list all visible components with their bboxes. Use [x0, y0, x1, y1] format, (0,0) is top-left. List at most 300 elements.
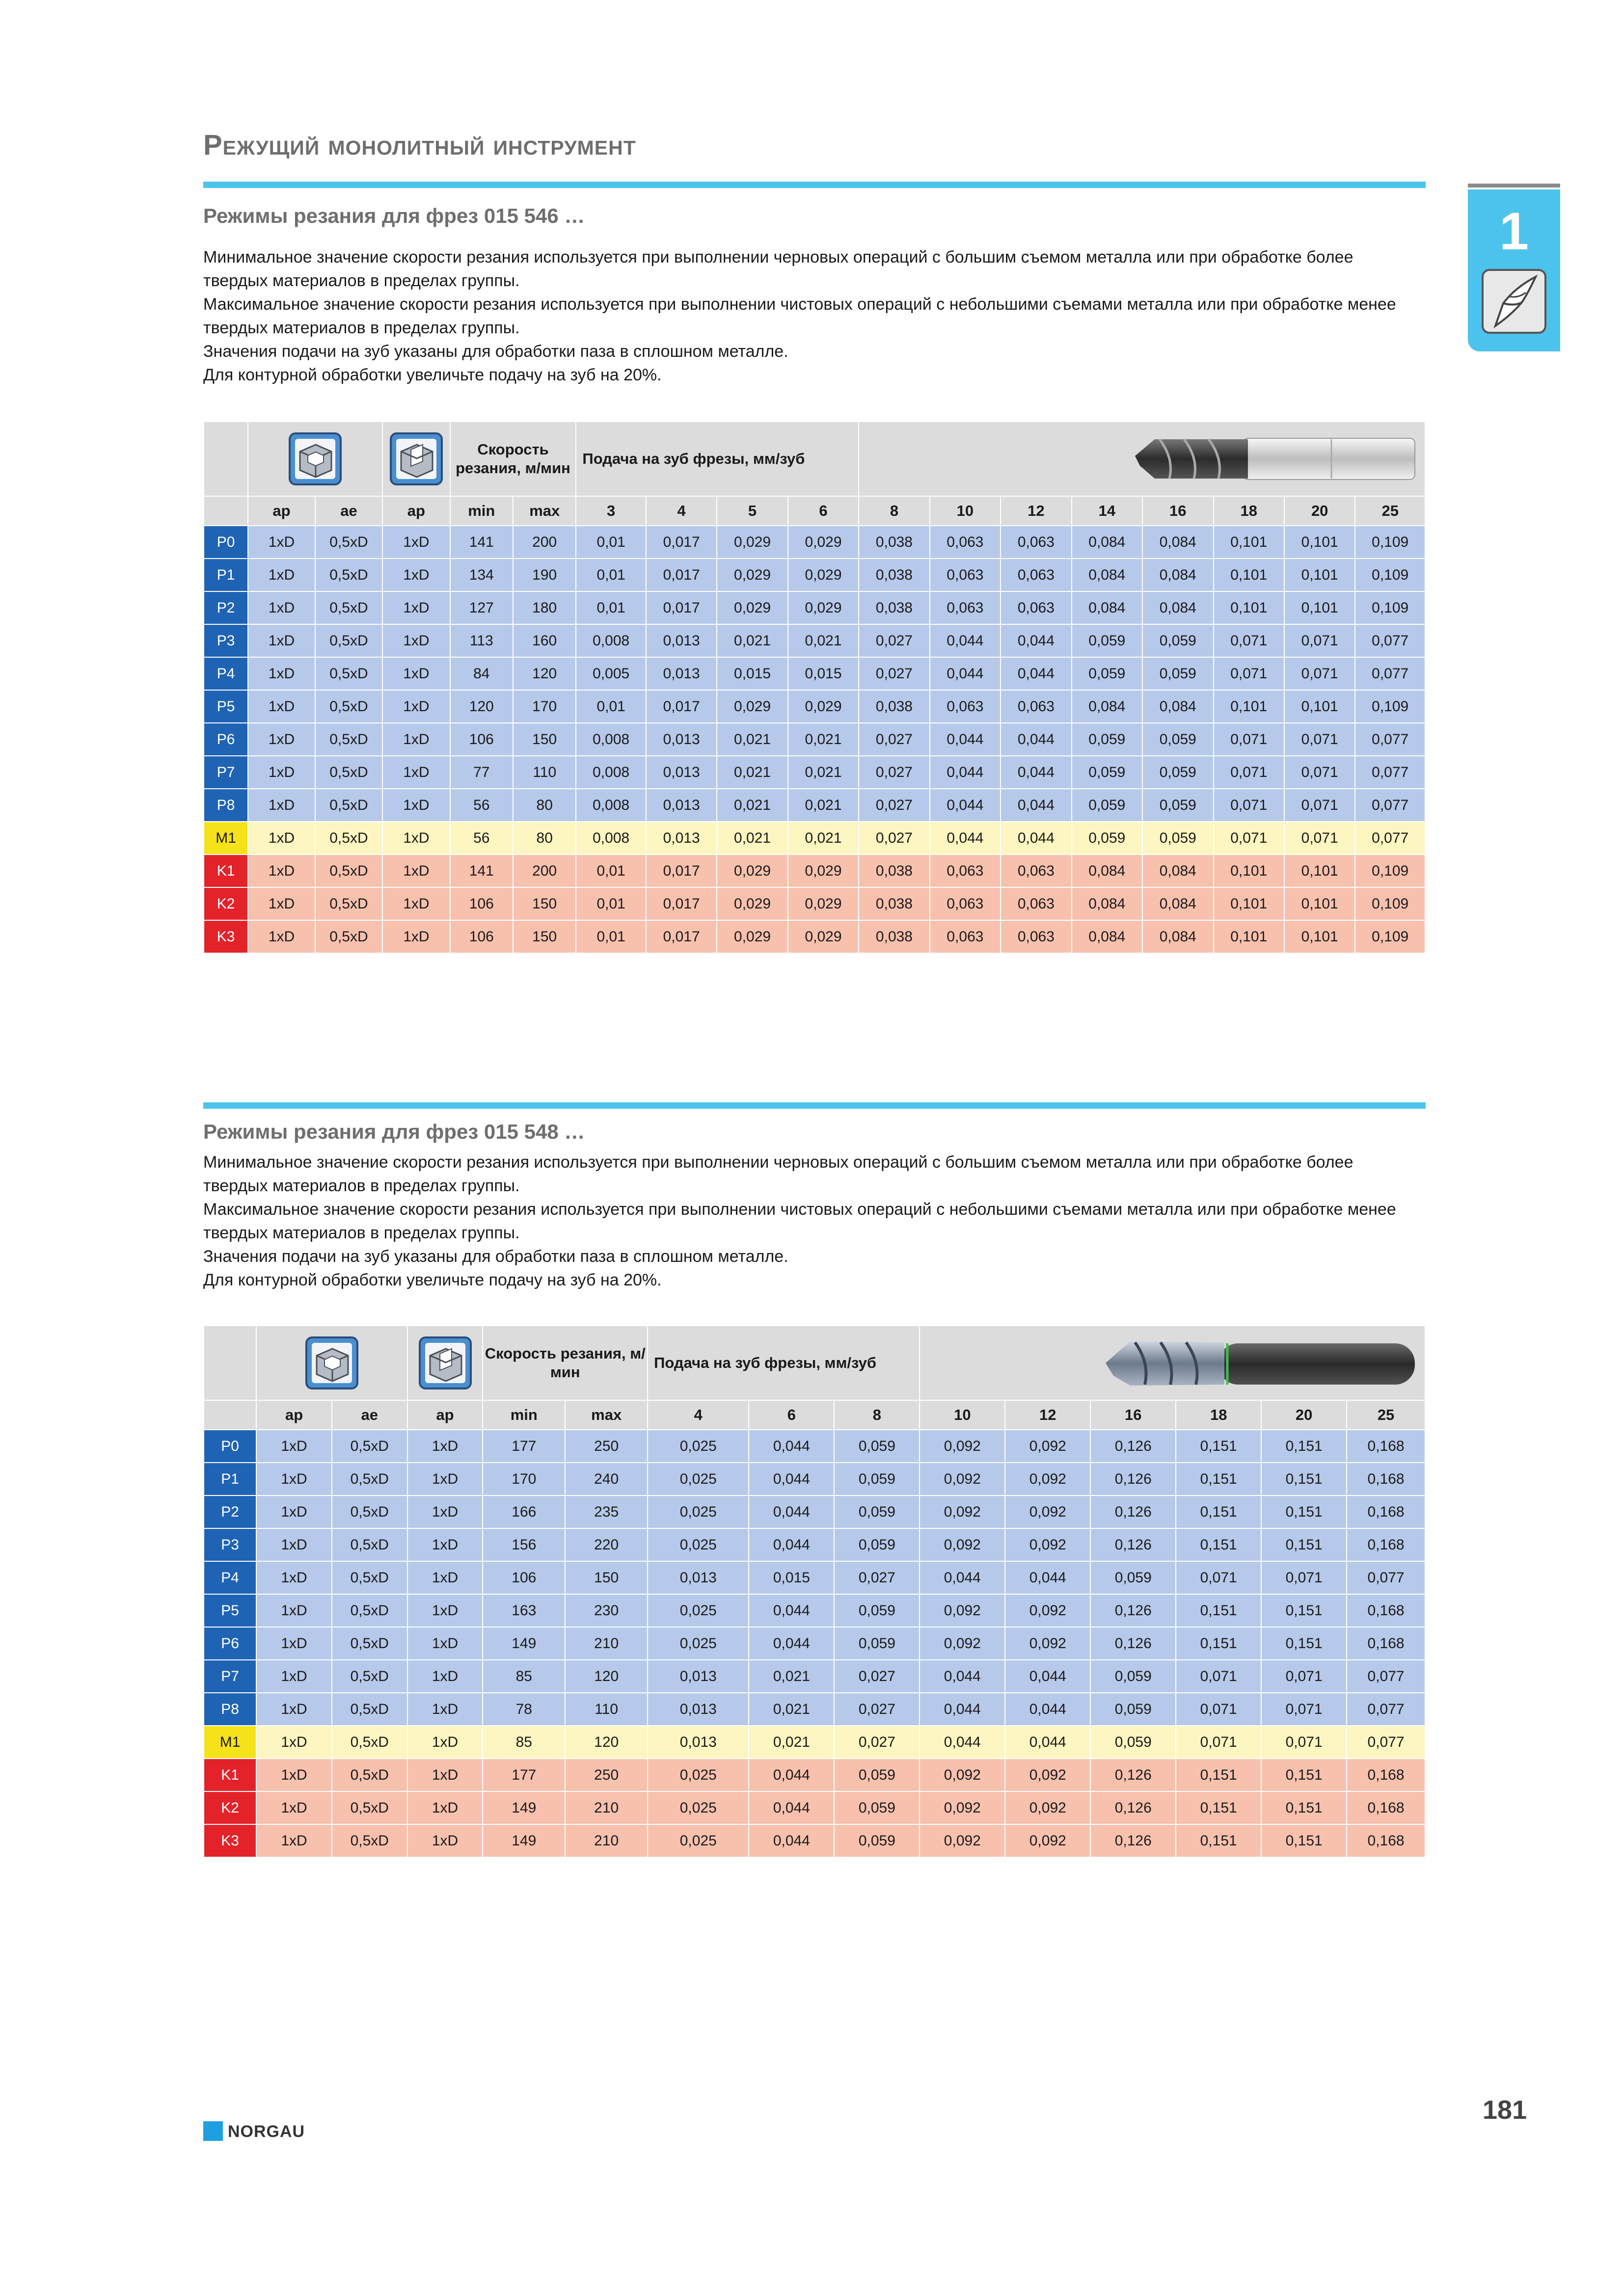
diameter-header: 12 — [1001, 496, 1071, 526]
table-cell: 1xD — [256, 1495, 332, 1528]
table-row — [204, 1463, 1425, 1495]
table-cell: 0,151 — [1176, 1759, 1261, 1791]
table-cell: 0,027 — [859, 822, 929, 854]
header-group-cell — [204, 1400, 256, 1430]
table-row — [204, 1660, 1425, 1693]
table-cell: 0,063 — [930, 887, 1001, 920]
material-group: P1 — [204, 1463, 256, 1495]
table-cell: 0,025 — [648, 1824, 749, 1857]
table-cell: 0,077 — [1355, 657, 1425, 690]
table-cell: 0,029 — [717, 526, 787, 559]
table-cell: 1xD — [407, 1791, 483, 1824]
table-cell: 0,021 — [717, 624, 787, 657]
table-cell: 149 — [483, 1627, 565, 1660]
table-cell: 0,059 — [1142, 789, 1213, 822]
table-cell: 177 — [483, 1430, 565, 1463]
material-group: K1 — [204, 854, 248, 887]
table-cell: 0,025 — [648, 1594, 749, 1627]
material-group: K3 — [204, 920, 248, 953]
slot-milling-icon — [256, 1326, 407, 1400]
table-cell: 0,013 — [648, 1693, 749, 1726]
table-cell: 0,027 — [859, 756, 929, 789]
table-cell: 85 — [483, 1660, 565, 1693]
table-cell: 0,071 — [1214, 624, 1284, 657]
table-cell: 1xD — [382, 822, 450, 854]
table-cell: 0,013 — [646, 822, 717, 854]
end-mill-icon — [859, 422, 1425, 496]
table-cell: 0,059 — [834, 1759, 920, 1791]
table-cell: 0,013 — [648, 1561, 749, 1594]
table-cell: 170 — [483, 1463, 565, 1495]
table-cell: 1xD — [407, 1726, 483, 1759]
diameter-header: 10 — [920, 1400, 1005, 1430]
table-cell: 0,063 — [1001, 526, 1071, 559]
column-header: max — [513, 496, 576, 526]
table-cell: 1xD — [256, 1824, 332, 1857]
chapter-tab-rule — [1468, 184, 1560, 187]
table-cell: 0,044 — [749, 1824, 834, 1857]
material-group: P6 — [204, 1627, 256, 1660]
table-row — [204, 1726, 1425, 1759]
table-cell: 0,092 — [920, 1824, 1005, 1857]
table-cell: 0,059 — [1090, 1726, 1176, 1759]
diameter-header: 18 — [1214, 496, 1284, 526]
table-cell: 0,008 — [576, 723, 646, 756]
table-cell: 0,5xD — [332, 1759, 407, 1791]
table-row — [204, 1791, 1425, 1824]
table-cell: 1xD — [382, 624, 450, 657]
table-cell: 141 — [450, 526, 513, 559]
table-row — [204, 723, 1425, 756]
table-cell: 1xD — [382, 756, 450, 789]
table-cell: 0,044 — [749, 1627, 834, 1660]
table-cell: 0,029 — [717, 559, 787, 591]
table-cell: 0,5xD — [315, 690, 382, 723]
table-cell: 134 — [450, 559, 513, 591]
table-cell: 0,025 — [648, 1495, 749, 1528]
table-cell: 0,015 — [749, 1561, 834, 1594]
feed-header: Подача на зуб фрезы, мм/зуб — [648, 1326, 920, 1400]
table-cell: 0,029 — [788, 690, 859, 723]
table-cell: 0,151 — [1261, 1430, 1347, 1463]
table-cell: 0,101 — [1284, 920, 1355, 953]
table-cell: 0,071 — [1284, 822, 1355, 854]
table-cell: 150 — [565, 1561, 648, 1594]
table-cell: 230 — [565, 1594, 648, 1627]
table-cell: 0,151 — [1261, 1627, 1347, 1660]
table-row — [204, 1627, 1425, 1660]
material-group: P8 — [204, 1693, 256, 1726]
table-cell: 0,059 — [1142, 624, 1213, 657]
table-cell: 0,008 — [576, 624, 646, 657]
table-row — [204, 1759, 1425, 1791]
table-cell: 0,092 — [1005, 1594, 1090, 1627]
table-cell: 0,044 — [1001, 789, 1071, 822]
table-cell: 0,092 — [1005, 1463, 1090, 1495]
table-cell: 0,084 — [1072, 887, 1142, 920]
table-cell: 0,5xD — [332, 1791, 407, 1824]
material-group: P4 — [204, 1561, 256, 1594]
brand-name: NORGAU — [228, 2122, 305, 2141]
table-row — [204, 526, 1425, 559]
material-group: M1 — [204, 1726, 256, 1759]
table-row — [204, 887, 1425, 920]
table-cell: 0,092 — [920, 1759, 1005, 1791]
table-cell: 1xD — [248, 822, 315, 854]
table-cell: 1xD — [407, 1759, 483, 1791]
table-cell: 0,092 — [1005, 1495, 1090, 1528]
table-row — [204, 1824, 1425, 1857]
table-cell: 113 — [450, 624, 513, 657]
table-row — [204, 1693, 1425, 1726]
table-row — [204, 920, 1425, 953]
diameter-header: 25 — [1347, 1400, 1425, 1430]
table-cell: 0,151 — [1261, 1495, 1347, 1528]
table-cell: 250 — [565, 1759, 648, 1791]
table-cell: 120 — [513, 657, 576, 690]
table-cell: 0,109 — [1355, 559, 1425, 591]
table-cell: 0,5xD — [315, 591, 382, 624]
material-group: P8 — [204, 789, 248, 822]
table-cell: 0,063 — [1001, 690, 1071, 723]
table-cell: 1xD — [248, 854, 315, 887]
table-cell: 1xD — [382, 723, 450, 756]
table-cell: 0,101 — [1214, 526, 1284, 559]
table-cell: 0,013 — [648, 1660, 749, 1693]
table-cell: 0,027 — [834, 1660, 920, 1693]
column-header: ae — [315, 496, 382, 526]
table-cell: 0,017 — [646, 854, 717, 887]
table-cell: 0,013 — [646, 789, 717, 822]
table-cell: 0,5xD — [332, 1594, 407, 1627]
table-cell: 0,084 — [1142, 887, 1213, 920]
table-cell: 1xD — [256, 1693, 332, 1726]
table-row — [204, 624, 1425, 657]
table-cell: 1xD — [382, 789, 450, 822]
table-cell: 0,109 — [1355, 854, 1425, 887]
table-cell: 0,101 — [1214, 591, 1284, 624]
table-cell: 0,077 — [1347, 1561, 1425, 1594]
table-cell: 106 — [483, 1561, 565, 1594]
material-group: P5 — [204, 690, 248, 723]
table-cell: 1xD — [256, 1759, 332, 1791]
table-cell: 1xD — [248, 690, 315, 723]
table-cell: 1xD — [248, 887, 315, 920]
table-cell: 0,017 — [646, 559, 717, 591]
table-cell: 150 — [513, 723, 576, 756]
table-cell: 0,044 — [749, 1759, 834, 1791]
table-cell: 0,084 — [1072, 526, 1142, 559]
table-cell: 0,01 — [576, 690, 646, 723]
table-cell: 0,025 — [648, 1791, 749, 1824]
table-cell: 0,044 — [1005, 1660, 1090, 1693]
table-cell: 1xD — [256, 1561, 332, 1594]
table-cell: 0,151 — [1176, 1627, 1261, 1660]
table-cell: 0,029 — [788, 887, 859, 920]
table-cell: 0,029 — [717, 887, 787, 920]
table-cell: 0,092 — [1005, 1627, 1090, 1660]
table-cell: 0,01 — [576, 854, 646, 887]
corner-cell — [204, 1326, 256, 1400]
pocket-milling-icon — [407, 1326, 483, 1400]
diameter-header: 18 — [1176, 1400, 1261, 1430]
table-cell: 0,038 — [859, 920, 929, 953]
header-rule — [203, 182, 1426, 188]
table-cell: 0,109 — [1355, 887, 1425, 920]
section1-description — [203, 245, 1421, 387]
table-cell: 1xD — [256, 1627, 332, 1660]
table-cell: 0,044 — [1001, 657, 1071, 690]
table-cell: 0,126 — [1090, 1627, 1176, 1660]
table-cell: 0,059 — [834, 1594, 920, 1627]
table-cell: 0,029 — [717, 690, 787, 723]
page-number: 181 — [1483, 2095, 1527, 2125]
table-cell: 0,5xD — [332, 1528, 407, 1561]
table-cell: 120 — [450, 690, 513, 723]
table-cell: 0,168 — [1347, 1759, 1425, 1791]
table-cell: 0,017 — [646, 887, 717, 920]
table-cell: 0,044 — [920, 1726, 1005, 1759]
table-cell: 0,008 — [576, 789, 646, 822]
table-cell: 0,025 — [648, 1528, 749, 1561]
table-cell: 0,077 — [1347, 1660, 1425, 1693]
table-cell: 0,077 — [1355, 822, 1425, 854]
table-row — [204, 690, 1425, 723]
diameter-header: 6 — [788, 496, 859, 526]
table-cell: 0,044 — [930, 624, 1001, 657]
table-cell: 0,126 — [1090, 1430, 1176, 1463]
table-cell: 0,044 — [749, 1594, 834, 1627]
table-cell: 0,059 — [1072, 657, 1142, 690]
table-cell: 0,044 — [1001, 756, 1071, 789]
table-cell: 0,059 — [1142, 723, 1213, 756]
table-cell: 0,151 — [1176, 1495, 1261, 1528]
table-cell: 0,059 — [834, 1627, 920, 1660]
table-cell: 1xD — [382, 887, 450, 920]
table-cell: 0,151 — [1176, 1594, 1261, 1627]
table-row — [204, 559, 1425, 591]
table-cell: 0,5xD — [332, 1463, 407, 1495]
table-cell: 0,151 — [1261, 1791, 1347, 1824]
table-cell: 106 — [450, 723, 513, 756]
table-cell: 0,015 — [788, 657, 859, 690]
table-cell: 0,01 — [576, 591, 646, 624]
table-cell: 0,092 — [1005, 1791, 1090, 1824]
table-cell: 0,044 — [749, 1463, 834, 1495]
table-cell: 200 — [513, 526, 576, 559]
table-cell: 0,151 — [1176, 1824, 1261, 1857]
table-cell: 0,071 — [1176, 1726, 1261, 1759]
table-cell: 0,151 — [1261, 1759, 1347, 1791]
table-cell: 190 — [513, 559, 576, 591]
diameter-header: 16 — [1142, 496, 1213, 526]
table-cell: 0,151 — [1176, 1791, 1261, 1824]
table-cell: 1xD — [382, 591, 450, 624]
table-cell: 1xD — [407, 1824, 483, 1857]
table-cell: 0,029 — [717, 591, 787, 624]
table-cell: 0,059 — [1072, 822, 1142, 854]
section2-description — [203, 1150, 1421, 1292]
table-cell: 0,059 — [834, 1824, 920, 1857]
table-cell: 1xD — [407, 1561, 483, 1594]
table-cell: 0,021 — [717, 789, 787, 822]
column-header: ap — [407, 1400, 483, 1430]
table-cell: 0,071 — [1261, 1561, 1347, 1594]
pocket-milling-icon — [382, 422, 450, 496]
diameter-header: 10 — [930, 496, 1001, 526]
table-cell: 0,126 — [1090, 1824, 1176, 1857]
table-cell: 0,168 — [1347, 1627, 1425, 1660]
table-cell: 106 — [450, 920, 513, 953]
table-cell: 170 — [513, 690, 576, 723]
table-cell: 1xD — [382, 854, 450, 887]
table-cell: 0,063 — [930, 526, 1001, 559]
table-cell: 0,044 — [1001, 822, 1071, 854]
table-cell: 0,084 — [1072, 854, 1142, 887]
table-cell: 0,021 — [717, 756, 787, 789]
table-cell: 0,5xD — [315, 822, 382, 854]
table-cell: 1xD — [407, 1495, 483, 1528]
table-cell: 0,029 — [717, 920, 787, 953]
table-cell: 0,044 — [749, 1528, 834, 1561]
table-cell: 177 — [483, 1759, 565, 1791]
table-cell: 0,168 — [1347, 1824, 1425, 1857]
table-cell: 0,101 — [1214, 887, 1284, 920]
table-cell: 80 — [513, 822, 576, 854]
table-cell: 0,5xD — [315, 789, 382, 822]
table-cell: 0,044 — [930, 657, 1001, 690]
diameter-header: 4 — [648, 1400, 749, 1430]
table-cell: 0,029 — [788, 854, 859, 887]
table-row — [204, 822, 1425, 854]
table-cell: 0,5xD — [315, 624, 382, 657]
table-cell: 0,071 — [1214, 723, 1284, 756]
table-cell: 0,077 — [1355, 756, 1425, 789]
table-cell: 0,038 — [859, 854, 929, 887]
section1-paragraph: Минимальное значение скорости резания используется при выполнении черновых операций с большим съемом металла или при обработке более твердых материалов в пределах группы. — [203, 248, 1353, 290]
diameter-header: 20 — [1284, 496, 1355, 526]
diameter-header: 6 — [749, 1400, 834, 1430]
table-cell: 0,029 — [788, 591, 859, 624]
table-cell: 0,151 — [1261, 1463, 1347, 1495]
table-cell: 78 — [483, 1693, 565, 1726]
column-header: ap — [382, 496, 450, 526]
table-cell: 0,168 — [1347, 1791, 1425, 1824]
column-header: min — [450, 496, 513, 526]
table-cell: 149 — [483, 1791, 565, 1824]
table-cell: 0,063 — [930, 854, 1001, 887]
diameter-header: 8 — [859, 496, 929, 526]
table-cell: 0,126 — [1090, 1759, 1176, 1791]
table-cell: 0,092 — [920, 1463, 1005, 1495]
table-cell: 0,071 — [1261, 1660, 1347, 1693]
table-cell: 0,168 — [1347, 1463, 1425, 1495]
table-cell: 0,038 — [859, 526, 929, 559]
table-cell: 0,084 — [1142, 690, 1213, 723]
table-cell: 160 — [513, 624, 576, 657]
table-cell: 0,101 — [1284, 854, 1355, 887]
table-cell: 0,092 — [920, 1594, 1005, 1627]
table-cell: 235 — [565, 1495, 648, 1528]
table-cell: 0,084 — [1072, 559, 1142, 591]
table-cell: 220 — [565, 1528, 648, 1561]
material-group: P1 — [204, 559, 248, 591]
table-cell: 0,5xD — [315, 756, 382, 789]
table-cell: 0,059 — [1072, 756, 1142, 789]
table-cell: 0,071 — [1284, 789, 1355, 822]
table-row — [204, 1495, 1425, 1528]
table-cell: 0,027 — [834, 1726, 920, 1759]
section1-paragraph: Для контурной обработки увеличьте подачу на зуб на 20%. — [203, 366, 662, 384]
table-cell: 0,044 — [930, 723, 1001, 756]
table-cell: 0,5xD — [315, 887, 382, 920]
table-cell: 0,021 — [788, 789, 859, 822]
table-cell: 0,005 — [576, 657, 646, 690]
section2-paragraph: Минимальное значение скорости резания используется при выполнении черновых операций с большим съемом металла или при обработке более твердых материалов в пределах группы. — [203, 1153, 1353, 1195]
table-cell: 0,063 — [930, 690, 1001, 723]
table-cell: 0,071 — [1214, 756, 1284, 789]
table-cell: 1xD — [407, 1693, 483, 1726]
table-cell: 163 — [483, 1594, 565, 1627]
chapter-number: 1 — [1499, 201, 1529, 261]
table-cell: 0,059 — [1142, 822, 1213, 854]
table-cell: 1xD — [407, 1463, 483, 1495]
table-cell: 0,101 — [1214, 854, 1284, 887]
material-group: P3 — [204, 1528, 256, 1561]
table-cell: 0,021 — [749, 1660, 834, 1693]
table-cell: 0,027 — [834, 1561, 920, 1594]
table-cell: 0,027 — [834, 1693, 920, 1726]
table-cell: 0,151 — [1261, 1824, 1347, 1857]
table-cell: 56 — [450, 789, 513, 822]
diameter-header: 16 — [1090, 1400, 1176, 1430]
table-cell: 0,126 — [1090, 1463, 1176, 1495]
table-cell: 0,063 — [1001, 920, 1071, 953]
table-cell: 110 — [565, 1693, 648, 1726]
table-cell: 166 — [483, 1495, 565, 1528]
table-cell: 156 — [483, 1528, 565, 1561]
table-cell: 0,168 — [1347, 1594, 1425, 1627]
table-cell: 0,029 — [717, 854, 787, 887]
table-cell: 0,013 — [646, 756, 717, 789]
end-mill-icon — [920, 1326, 1425, 1400]
table-cell: 0,044 — [1001, 723, 1071, 756]
table-cell: 0,038 — [859, 559, 929, 591]
diameter-header: 25 — [1355, 496, 1425, 526]
table-cell: 1xD — [248, 789, 315, 822]
table-cell: 0,044 — [1005, 1561, 1090, 1594]
table-cell: 0,084 — [1072, 690, 1142, 723]
table-cell: 0,059 — [1142, 657, 1213, 690]
table-cell: 0,038 — [859, 887, 929, 920]
table-cell: 1xD — [248, 723, 315, 756]
table-cell: 1xD — [407, 1430, 483, 1463]
table-cell: 0,044 — [930, 822, 1001, 854]
table-cell: 0,027 — [859, 789, 929, 822]
table-cell: 1xD — [248, 920, 315, 953]
table-cell: 106 — [450, 887, 513, 920]
table-cell: 0,059 — [1072, 624, 1142, 657]
material-group: K2 — [204, 887, 248, 920]
table-cell: 0,151 — [1261, 1594, 1347, 1627]
table-cell: 0,017 — [646, 920, 717, 953]
table-cell: 150 — [513, 920, 576, 953]
diameter-header: 3 — [576, 496, 646, 526]
table-cell: 84 — [450, 657, 513, 690]
material-group: K1 — [204, 1759, 256, 1791]
section2-rule — [203, 1102, 1426, 1109]
table-cell: 240 — [565, 1463, 648, 1495]
